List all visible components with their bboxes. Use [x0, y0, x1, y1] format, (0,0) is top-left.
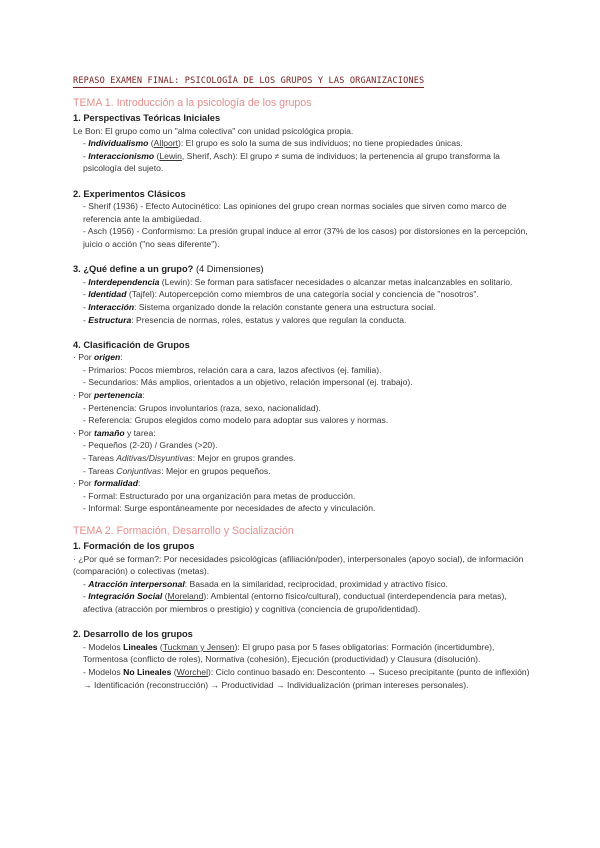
tema2-s1-heading: 1. Formación de los grupos — [73, 541, 195, 551]
secundarios-line: - Secundarios: Más amplios, orientados a un objetivo, relación impersonal (ej. trabajo). — [83, 377, 413, 388]
s3-heading-note: (4 Dimensiones) — [193, 264, 264, 275]
term-estructura: Estructura — [88, 314, 132, 325]
sherif-line: - Sherif (1936) - Efecto Autocinético: Las opiniones del grupo crean normas sociales que sirven como marco de referencia ante la ambigüedad. — [83, 201, 507, 224]
colon: : — [142, 390, 145, 401]
tareas-pre: - Tareas — [83, 465, 117, 476]
paren-open: ( — [148, 138, 154, 149]
colon: : — [120, 352, 123, 363]
term-tamano: tamaño — [94, 427, 125, 438]
paren-open: ( — [162, 591, 168, 602]
term-interaccionismo: Interaccionismo — [88, 150, 155, 161]
lineales-text: ): El grupo pasa por 5 fases obligatorias: Formación (incertidumbre), Tormentosa (conflicto de roles), Normativa (cohesión), Ejecución (productividad) y Clausura (disolución). — [83, 641, 495, 665]
lebon-line: Le Bon: El grupo como un "alma colectiva" con unidad psicológica propia. — [73, 125, 354, 136]
term-conjuntivas: Conjuntivas — [116, 465, 162, 476]
aditivas-text: : Mejor en grupos grandes. — [192, 453, 296, 464]
referencia-item: - Referencia: Grupos elegidos como modelo para adoptar sus valores y normas. — [83, 415, 389, 426]
term-lineales: Lineales — [123, 641, 158, 652]
interdependencia-line: - Interdependencia (Lewin): Se forman para satisfacer necesidades o alcanzar metas inalcanzables en solitario. — [83, 276, 513, 287]
tareas-pre: - Tareas — [83, 453, 117, 464]
modelos-pre: - Modelos — [83, 666, 124, 677]
term-pertenencia: pertenencia — [94, 390, 143, 401]
atraccion-text: : Basada en la similaridad, reciprocidad, proximidad y atractivo físico. — [184, 578, 448, 589]
estructura-line: - Estructura: Presencia de normas, roles, estatus y valores que regulan la conducta. — [83, 314, 407, 325]
identidad-text: (Tajfel): Autopercepción como miembros de una categoría social y conciencia de "nosotros". — [126, 289, 479, 300]
por-label: · Por — [73, 352, 95, 363]
tema1-s3-heading — [73, 263, 530, 276]
term-no-lineales: No Lineales — [123, 666, 172, 677]
bullet-dash: - — [83, 138, 89, 149]
integracion-text: ): Ambiental (entorno físico/cultural), conductual (interdependencia para metas), afectiva (atracción por miembros o prestigio) y cognitiva (conciencia de grupo/identidad). — [83, 591, 507, 614]
paren-open: ( — [154, 150, 160, 161]
interaccionismo-text: , Sherif, Asch): El grupo ≠ suma de individuos; la pertenencia al grupo transforma la psicología del sujeto. — [83, 150, 500, 174]
author-allport: Allport — [153, 138, 179, 149]
atraccion-line: - Atracción interpersonal: Basada en la similaridad, reciprocidad, proximidad y atractivo físico. — [83, 578, 448, 589]
lineales-line — [73, 641, 530, 666]
paren-open: ( — [171, 666, 177, 677]
s3-heading-text: 3. ¿Qué define a un grupo? — [73, 264, 194, 275]
why-line: · ¿Por qué se forman?: Por necesidades psicológicas (afiliación/poder), interpersonales (apoyo social), de información (comparación) o colectivas (metas). — [73, 553, 524, 577]
modelos-pre: - Modelos — [83, 641, 124, 652]
interaccion-text: : Sistema organizado donde la relación constante genera una estructura social. — [134, 301, 436, 312]
tareas-conjuntivas-line — [73, 465, 530, 478]
author-lewin: Lewin — [159, 150, 182, 161]
no-lineales-line — [73, 666, 530, 691]
interaccionismo-line — [73, 150, 530, 175]
interdependencia-text: (Lewin): Se forman para satisfacer necesidades o alcanzar metas inalcanzables en solitario. — [159, 276, 513, 287]
tema1-s1-heading: 1. Perspectivas Teóricas Iniciales — [73, 113, 221, 123]
informal-item: - Informal: Surge espontáneamente por necesidades de afecto y vinculación. — [83, 503, 376, 514]
bullet-dash: - — [83, 150, 89, 161]
term-interaccion: Interacción — [88, 301, 135, 312]
por-label: · Por — [73, 427, 95, 438]
term-individualismo: Individualismo — [88, 138, 149, 149]
primarios-line: - Primarios: Pocos miembros, relación cara a cara, lazos afectivos (ej. familia). — [83, 364, 382, 375]
term-atraccion: Atracción interpersonal — [88, 578, 185, 589]
identidad-line: - Identidad (Tajfel): Autopercepción como miembros de una categoría social y conciencia de "nosotros". — [83, 289, 479, 300]
author-tuckman: Tuckman y Jensen — [162, 641, 235, 652]
colon: : — [137, 478, 141, 489]
conjuntivas-text: : Mejor en grupos pequeños. — [161, 465, 271, 476]
por-formalidad-line — [73, 477, 530, 490]
author-worchel: Worchel — [176, 666, 208, 677]
term-origen: origen — [94, 352, 121, 363]
term-identidad: Identidad — [88, 289, 127, 300]
author-moreland: Moreland — [167, 591, 204, 602]
tema1-s2-heading: 2. Experimentos Clásicos — [73, 188, 186, 199]
term-interdependencia: Interdependencia — [88, 276, 160, 287]
interaccion-line: - Interacción: Sistema organizado donde la relación constante genera una estructura social. — [83, 301, 436, 312]
individualismo-line — [73, 137, 530, 150]
document-title: REPASO EXAMEN FINAL: PSICOLOGÍA DE LOS GRUPOS Y LAS ORGANIZACIONES — [73, 76, 425, 86]
tamano-rest: y tarea: — [124, 427, 156, 438]
tema2-s2-heading: 2. Desarrollo de los grupos — [73, 629, 193, 640]
tema1-heading: TEMA 1. Introducción a la psicología de los grupos — [73, 97, 312, 109]
por-pertenencia-line — [73, 389, 530, 402]
term-formalidad: formalidad — [94, 478, 138, 489]
tema1-s4-heading: 4. Clasificación de Grupos — [73, 339, 190, 350]
term-integracion: Integración Social — [88, 591, 163, 602]
por-origen-line — [73, 351, 530, 364]
tareas-aditivas-line — [73, 452, 530, 465]
individualismo-text: ): El grupo es solo la suma de sus individuos; no tiene propiedades únicas. — [178, 138, 463, 149]
por-label: · Por — [73, 390, 95, 401]
no-lineales-text: ): Ciclo continuo basado en: Descontento → Suceso precipitante (punto de inflexión) → Identificación (reconstrucción) → Productividad → Individualización (priman intereses personales). — [83, 666, 530, 690]
pertenencia-item: - Pertenencia: Grupos involuntarios (raza, sexo, nacionalidad). — [83, 402, 321, 413]
integracion-line: - Integración Social (Moreland): Ambiental (entorno físico/cultural), conductual (interdependencia para metas), afectiva (atracción por miembros o prestigio) y cognitiva (conciencia de grupo/identidad). — [83, 591, 507, 614]
asch-line: - Asch (1956) - Conformismo: La presión grupal induce al error (37% de los casos) por distorsiones en la percepción, juicio o acción ("no seas diferente"). — [83, 226, 528, 249]
tema2-heading: TEMA 2. Formación, Desarrollo y Socialización — [73, 525, 294, 537]
estructura-text: : Presencia de normas, roles, estatus y valores que regulan la conducta. — [131, 314, 407, 325]
por-label: · Por — [73, 478, 95, 489]
paren-open: ( — [157, 641, 163, 652]
term-aditivas: Aditivas/Disyuntivas — [116, 453, 193, 464]
pequenos-line: - Pequeños (2-20) / Grandes (>20). — [83, 440, 218, 451]
por-tamano-line — [73, 427, 530, 440]
formal-item: - Formal: Estructurado por una organización para metas de producción. — [83, 490, 356, 501]
